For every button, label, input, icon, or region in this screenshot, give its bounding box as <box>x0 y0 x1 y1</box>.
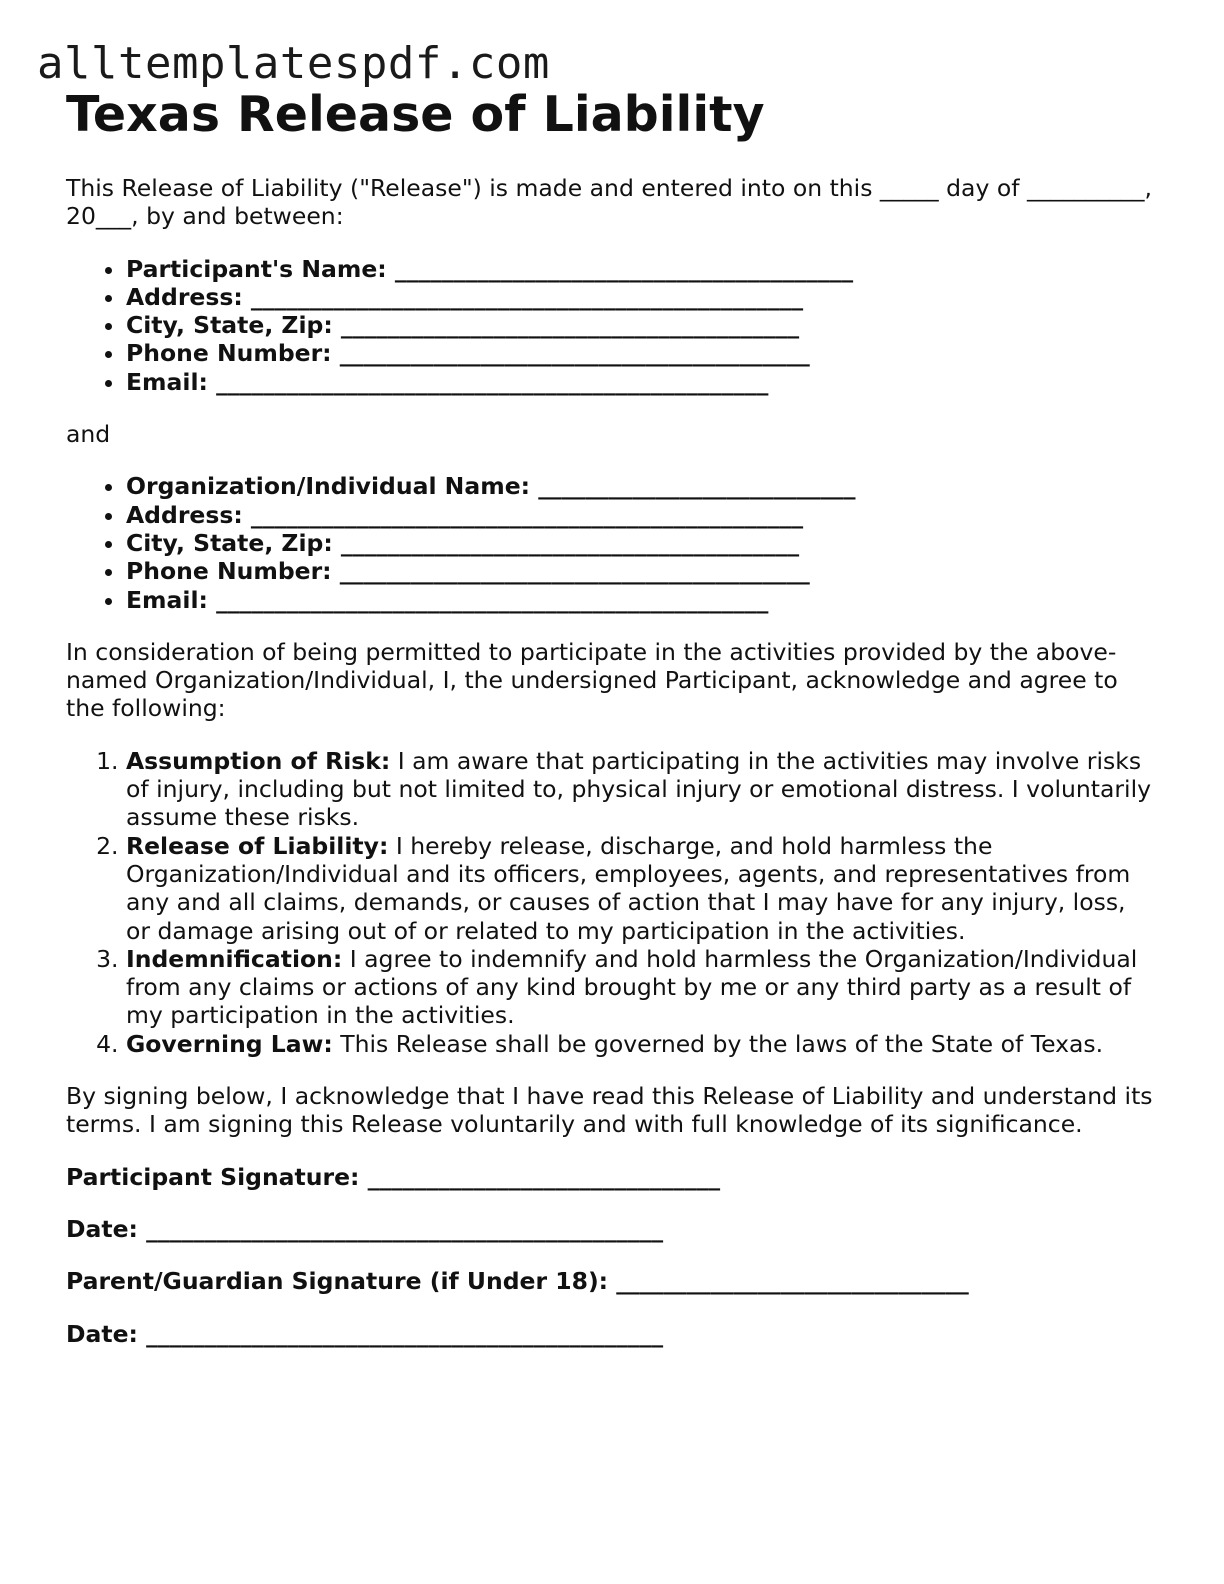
acknowledgement-paragraph: By signing below, I acknowledge that I have read this Release of Liability and understand its terms. I am signing this Release voluntarily and with full knowledge of its significance. <box>66 1082 1153 1139</box>
document-page <box>66 84 1156 1348</box>
term-heading: Release of Liability: <box>126 831 389 860</box>
organization-name-field: • Organization/Individual Name: ___________________________ <box>126 472 1156 500</box>
guardian-signature-line: Parent/Guardian Signature (if Under 18): ______________________________ <box>66 1267 969 1296</box>
participant-email-field: • Email: _______________________________________________ <box>126 368 1156 396</box>
term-heading: Governing Law: <box>126 1029 333 1058</box>
term-text: I hereby release, discharge, and hold harmless the Organization/Individual and its officers, employees, agents, and representatives from any and all claims, demands, or causes of action that I may have for any injury, loss, or damage arising out of or related to my participation in the activities. <box>126 831 1131 945</box>
term-text: This Release shall be governed by the laws of the State of Texas. <box>332 1029 1104 1058</box>
term-heading: Assumption of Risk: <box>126 746 391 775</box>
terms-list <box>66 747 1156 1058</box>
organization-address-field: • Address: _______________________________________________ <box>126 501 1156 529</box>
participant-date-line: Date: ____________________________________________ <box>66 1214 664 1243</box>
term-indemnification <box>126 945 1156 1030</box>
term-governing-law <box>126 1030 1156 1058</box>
participant-city-state-zip-field: • City, State, Zip: _______________________________________ <box>126 311 1156 339</box>
intro-paragraph: This Release of Liability ("Release") is made and entered into on this _____ day of __________, 20___, by and between: <box>66 174 1152 231</box>
organization-fields-list <box>66 472 1156 613</box>
term-heading: Indemnification: <box>126 944 343 973</box>
organization-city-state-zip-field: • City, State, Zip: _______________________________________ <box>126 529 1156 557</box>
term-assumption-of-risk <box>126 747 1156 832</box>
and-text: and <box>66 420 111 449</box>
organization-email-field: • Email: _______________________________________________ <box>126 586 1156 614</box>
participant-name-field: • Participant's Name: _______________________________________ <box>126 255 1156 283</box>
consideration-paragraph: In consideration of being permitted to participate in the activities provided by the above-named Organization/Individual, I, the undersigned Participant, acknowledge and agree to the following: <box>66 637 1118 723</box>
document-title: Texas Release of Liability <box>66 86 765 143</box>
participant-address-field: • Address: _______________________________________________ <box>126 283 1156 311</box>
participant-phone-field: • Phone Number: ________________________________________ <box>126 339 1156 367</box>
site-watermark: alltemplatespdf.com <box>37 38 550 89</box>
organization-phone-field: • Phone Number: ________________________________________ <box>126 557 1156 585</box>
guardian-date-line: Date: ____________________________________________ <box>66 1319 664 1348</box>
term-text: I am aware that participating in the activities may involve risks of injury, including but not limited to, physical injury or emotional distress. I voluntarily assume these risks. <box>126 746 1152 832</box>
participant-fields-list <box>66 255 1156 396</box>
participant-signature-line: Participant Signature: ______________________________ <box>66 1162 721 1191</box>
term-text: I agree to indemnify and hold harmless the Organization/Individual from any claims or actions of any kind brought by me or any third party as a result of my participation in the activities. <box>126 944 1138 1030</box>
term-release-of-liability <box>126 832 1156 945</box>
